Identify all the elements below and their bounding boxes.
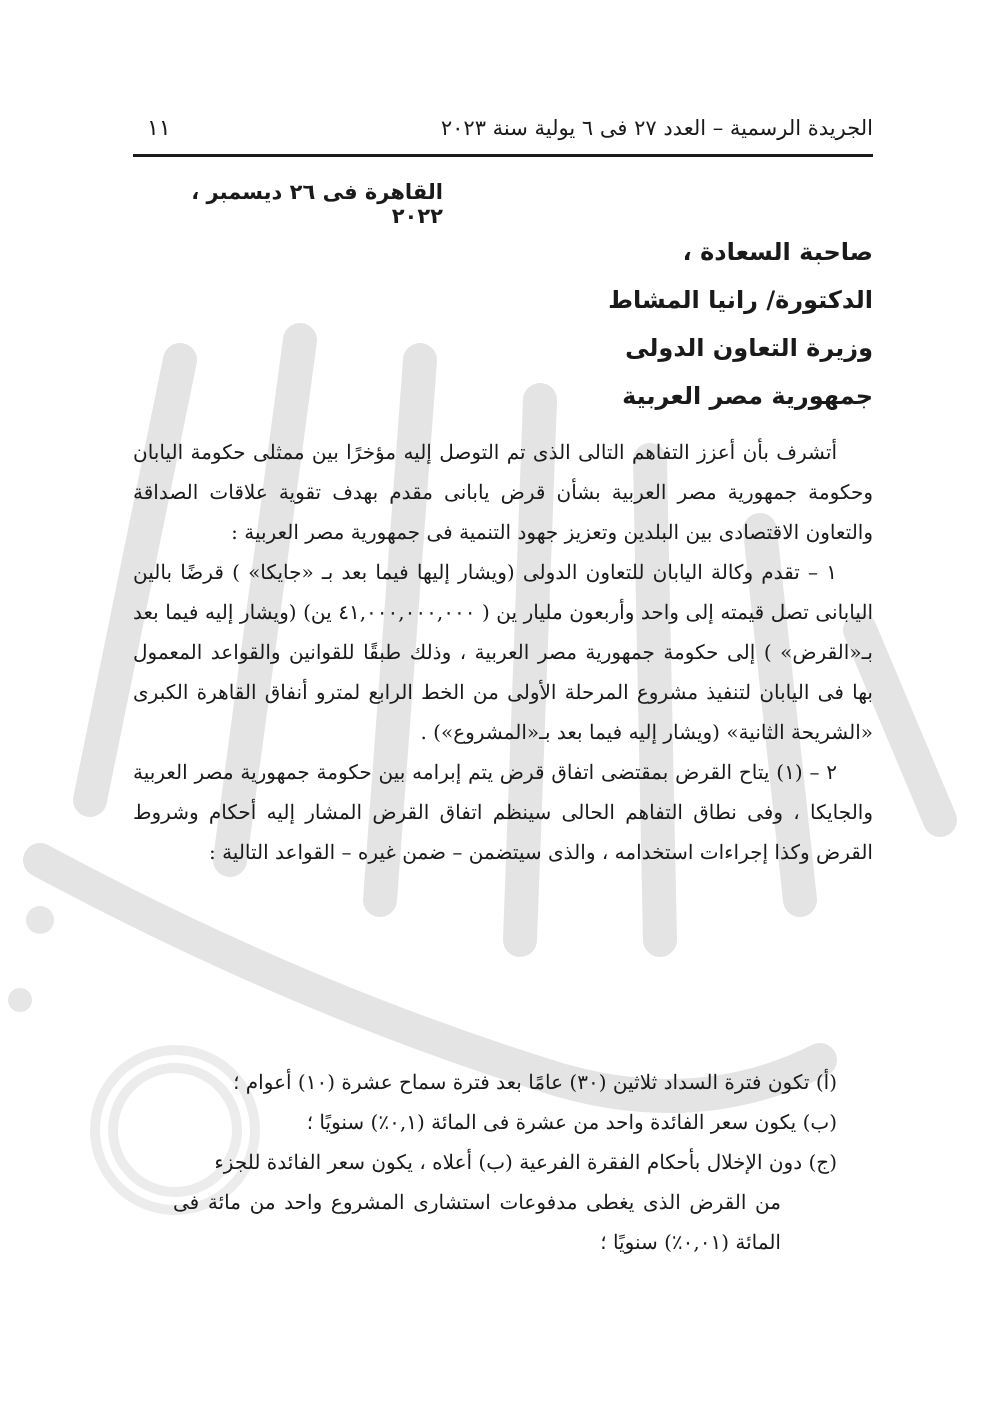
item-a: (أ) تكون فترة السداد ثلاثين (٣٠) عامًا بعد فترة سماح عشرة (١٠) أعوام ؛ — [233, 1070, 837, 1094]
salutation: صاحبة السعادة ، — [682, 238, 873, 266]
addressee-block — [608, 228, 873, 420]
paragraph-clause-2: ٢ – (١) يتاح القرض بمقتضى اتفاق قرض يتم إبرامه بين حكومة جمهورية مصر العربية والجايكا ، وفى نطاق التفاهم الحالى سينظم اتفاق القرض المشار إليه أحكام وشروط القرض وكذا إجراءات استخدامه ، والذى سيتضمن – ضمن غيره – القواعد التالية : — [133, 760, 873, 864]
paragraph-intro: أتشرف بأن أعزز التفاهم التالى الذى تم التوصل إليه مؤخرًا بين ممثلى حكومة اليابان وحكومة جمهورية مصر العربية بشأن قرض يابانى مقدم بهدف تقوية علاقات الصداقة والتعاون الاقتصادى بين البلدين وتعزيز جهود التنمية فى جمهورية مصر العربية : — [133, 440, 873, 544]
header-rule — [133, 154, 873, 157]
date-line: القاهرة فى ٢٦ ديسمبر ، ٢٠٢٢ — [191, 180, 443, 228]
page-number: ١١ — [147, 116, 171, 141]
addressee-name: الدكتورة/ رانيا المشاط — [608, 286, 873, 314]
paragraph-clause-1: ١ – تقدم وكالة اليابان للتعاون الدولى (ويشار إليها فيما بعد بـ «جايكا» ) قرضًا بالين اليابانى تصل قيمته إلى واحد وأربعون مليار ين ( ٤١,٠٠٠,٠٠٠,٠٠٠ ين) (ويشار إليه فيما بعد بـ«القرض» ) إلى حكومة جمهورية مصر العربية ، وذلك طبقًا للقوانين والقواعد المعمول بها فى اليابان لتنفيذ مشروع المرحلة الأولى من الخط الرابع لمترو أنفاق القاهرة الكبرى «الشريحة الثانية» (ويشار إليه فيما بعد بـ«المشروع») . — [133, 560, 874, 744]
page-header — [133, 112, 873, 152]
item-c-continuation: من القرض الذى يغطى مدفوعات استشارى المشروع واحد من مائة فى المائة (٠,٠١٪) سنويًا ؛ — [173, 1190, 781, 1254]
item-b: (ب) يكون سعر الفائدة واحد من عشرة فى المائة (٠,١٪) سنويًا ؛ — [306, 1110, 837, 1134]
clause-2-items — [133, 1062, 873, 1262]
gazette-title: الجريدة الرسمية – العدد ٢٧ فى ٦ يولية سنة ٢٠٢٣ — [440, 116, 873, 140]
addressee-title: وزيرة التعاون الدولى — [625, 334, 873, 362]
letter-body — [133, 432, 873, 872]
item-c-first-line: (ج) دون الإخلال بأحكام الفقرة الفرعية (ب) أعلاه ، يكون سعر الفائدة للجزء — [214, 1150, 837, 1174]
addressee-country: جمهورية مصر العربية — [622, 382, 873, 410]
